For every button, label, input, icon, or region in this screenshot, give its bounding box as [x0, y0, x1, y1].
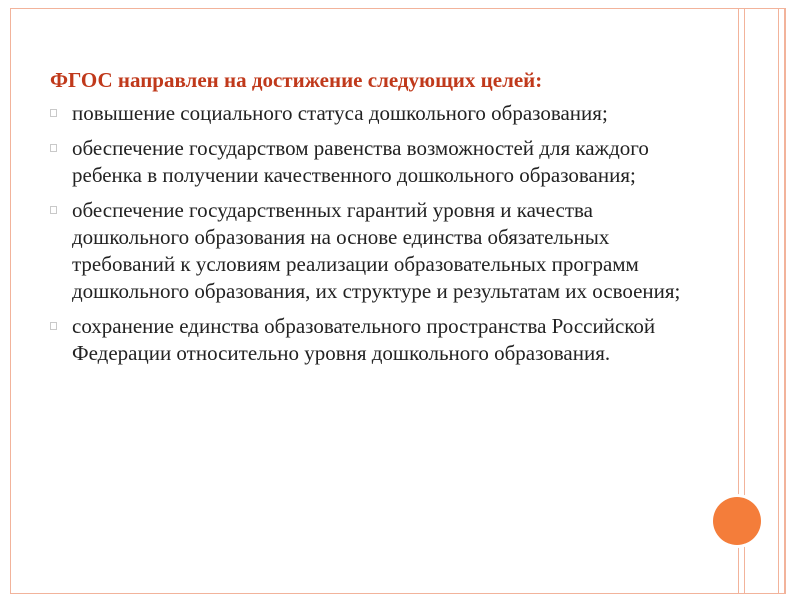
list-item: [50, 135, 700, 189]
frame-left-line: [10, 8, 11, 594]
frame-top-line: [10, 8, 786, 9]
bullet-icon: [50, 322, 57, 330]
list-item: [50, 100, 700, 127]
bullet-icon: [50, 206, 57, 214]
slide-heading: ФГОС направлен на достижение следующих целей:: [50, 68, 543, 92]
frame-bottom-line: [10, 593, 786, 594]
slide-content: [50, 66, 700, 375]
bullet-text: обеспечение государством равенства возможностей для каждого ребенка в получении качественного дошкольного образования;: [72, 136, 649, 187]
decorative-circle-icon: [713, 497, 761, 545]
bullet-text: обеспечение государственных гарантий уровня и качества дошкольного образования на основе единства обязательных требований к условиям реализации образовательных программ дошкольного образования, их структуре и результатам их освоения;: [72, 198, 681, 303]
list-item: [50, 197, 700, 305]
bullet-icon: [50, 109, 57, 117]
bullet-text: повышение социального статуса дошкольного образования;: [72, 101, 608, 125]
frame-right-line: [785, 8, 786, 594]
bullet-list: [50, 100, 700, 367]
bullet-text: сохранение единства образовательного пространства Российской Федерации относительно уровня дошкольного образования.: [72, 314, 656, 365]
strip-inner-line: [778, 9, 779, 593]
list-item: [50, 313, 700, 367]
bullet-icon: [50, 144, 57, 152]
